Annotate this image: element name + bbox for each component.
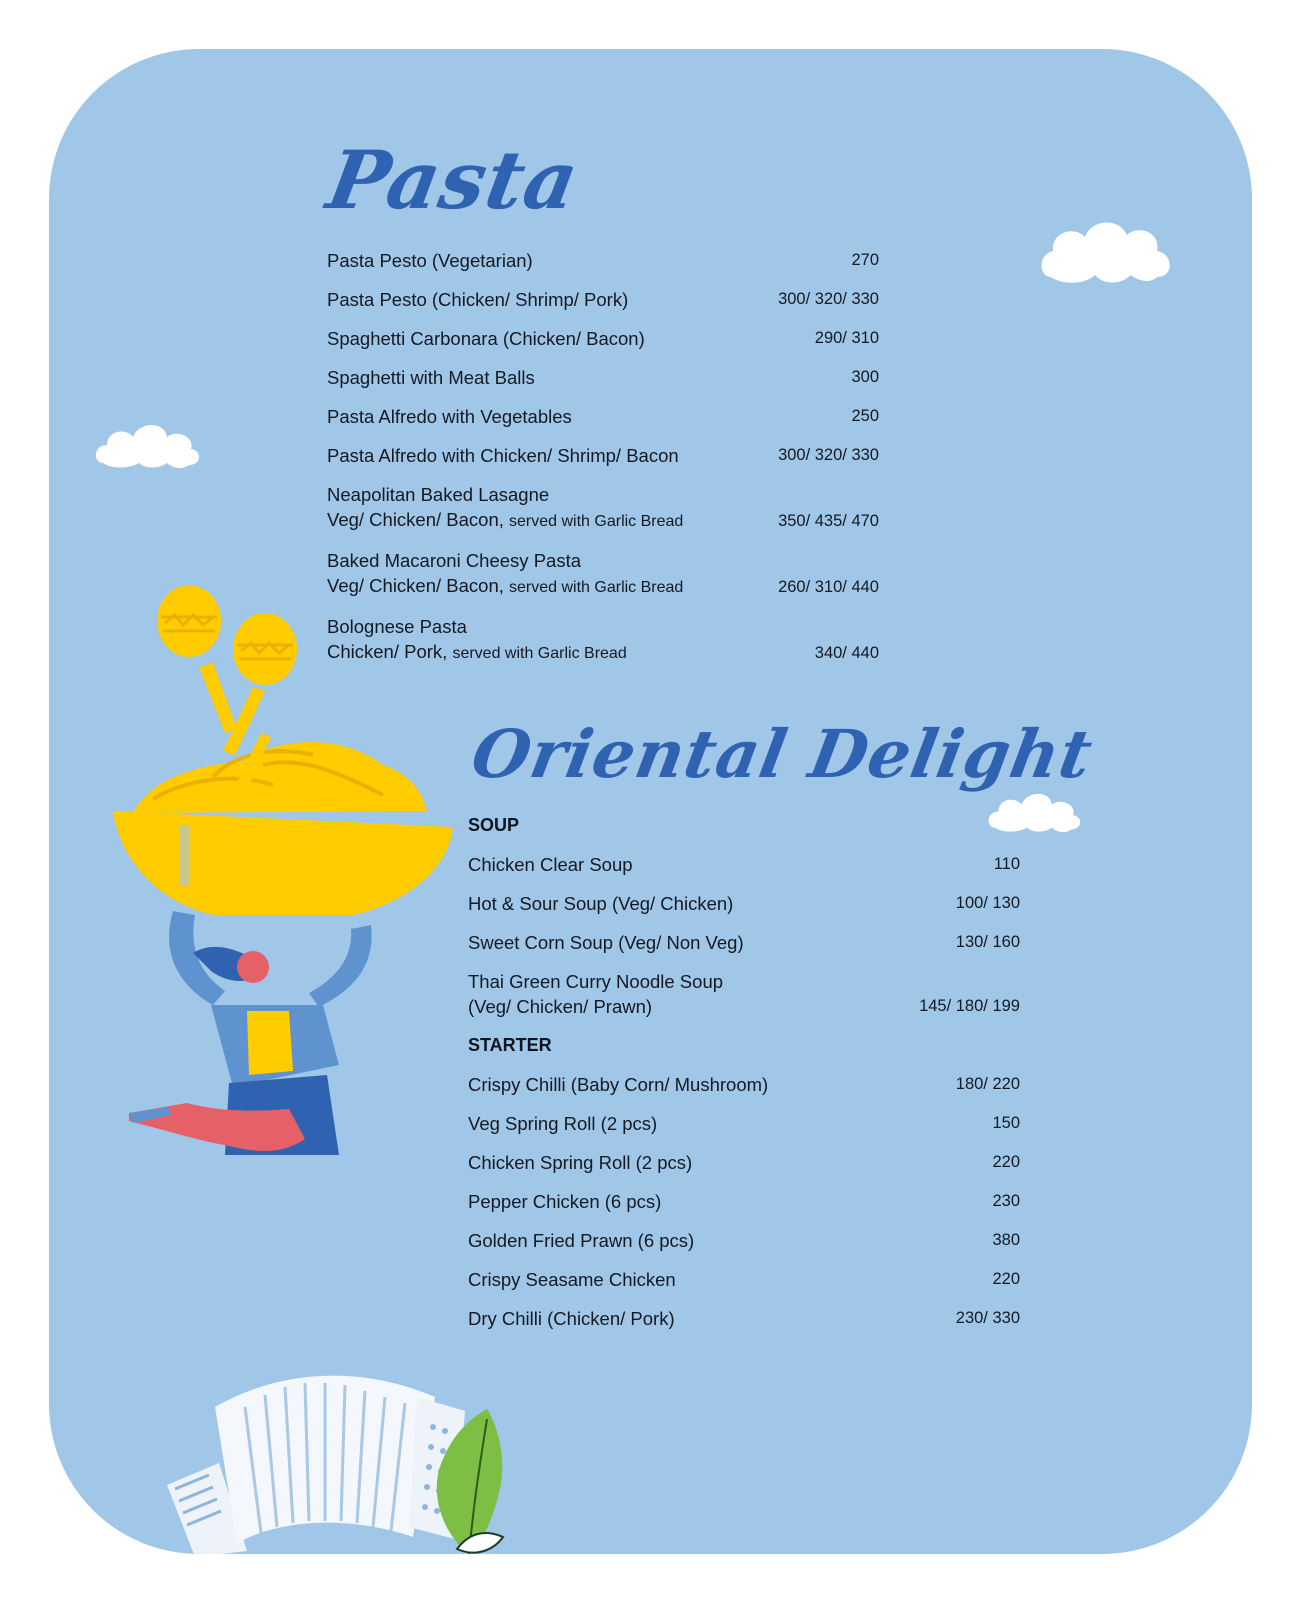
menu-item-name-block: [327, 548, 683, 600]
menu-item-price: 270: [851, 251, 879, 269]
menu-item-name: Crispy Chilli (Baby Corn/ Mushroom): [468, 1074, 769, 1095]
menu-item-name-block: [327, 287, 628, 312]
leaf-icon: [429, 1409, 509, 1554]
oriental-menu-list: [468, 813, 1020, 1345]
menu-item-name: Chicken Spring Roll (2 pcs): [468, 1152, 693, 1173]
menu-item: [327, 287, 879, 312]
menu-item-price: 300/ 320/ 330: [778, 446, 879, 464]
menu-item-note: served with Garlic Bread: [509, 579, 684, 596]
menu-item: [468, 1150, 1020, 1175]
menu-item: [468, 1072, 1020, 1097]
menu-item-name-block: [468, 1228, 694, 1253]
menu-item-options-line: [327, 507, 683, 534]
menu-item-options-line: [327, 639, 627, 666]
menu-item-name: Veg Spring Roll (2 pcs): [468, 1113, 658, 1134]
menu-item-name: Thai Green Curry Noodle Soup: [468, 971, 724, 992]
menu-item: [327, 404, 879, 429]
menu-item-name: Spaghetti Carbonara (Chicken/ Bacon): [327, 328, 645, 349]
menu-item: [327, 548, 879, 600]
menu-item-price: 260/ 310/ 440: [778, 578, 879, 596]
menu-item: [327, 482, 879, 534]
menu-item-name: Pasta Alfredo with Chicken/ Shrimp/ Bacon: [327, 445, 679, 466]
oriental-delight-title: Oriental Delight: [466, 715, 1099, 793]
soup-section-label: SOUP: [468, 815, 520, 835]
menu-item-name-block: [327, 404, 572, 429]
cloud-icon: [93, 415, 201, 469]
menu-item: [327, 443, 879, 468]
menu-item-name: Pasta Pesto (Chicken/ Shrimp/ Pork): [327, 289, 629, 310]
accordion-icon: [165, 1367, 465, 1554]
menu-item: [468, 1111, 1020, 1136]
menu-item: [327, 326, 879, 351]
menu-item: [468, 852, 1020, 877]
menu-item-note: served with Garlic Bread: [452, 645, 627, 662]
menu-item: [468, 1189, 1020, 1214]
menu-item-price: 350/ 435/ 470: [778, 512, 879, 530]
menu-item: [327, 614, 879, 666]
menu-item-name: Sweet Corn Soup (Veg/ Non Veg): [468, 932, 744, 953]
menu-item-name-block: [468, 1306, 675, 1331]
menu-item-price: 230/ 330: [955, 1309, 1020, 1327]
menu-item-name-block: [468, 969, 723, 1019]
menu-item-note: served with Garlic Bread: [509, 513, 684, 530]
menu-item-name: Pasta Alfredo with Vegetables: [327, 406, 572, 427]
menu-item: [468, 891, 1020, 916]
menu-item-price: 220: [992, 1270, 1020, 1288]
legs-illustration: [129, 1069, 349, 1159]
menu-item: [468, 1306, 1020, 1331]
menu-page: [49, 49, 1252, 1554]
menu-item-name-block: [468, 1189, 661, 1214]
menu-item-options-line: [468, 994, 723, 1019]
menu-item-name: Pasta Pesto (Vegetarian): [327, 250, 533, 271]
menu-item-name: Pepper Chicken (6 pcs): [468, 1191, 662, 1212]
menu-item-options: (Veg/ Chicken/ Prawn): [468, 996, 653, 1017]
menu-item-name: Spaghetti with Meat Balls: [327, 367, 535, 388]
menu-item-name: Hot & Sour Soup (Veg/ Chicken): [468, 893, 734, 914]
menu-item-name-block: [468, 891, 733, 916]
starter-section-label: STARTER: [468, 1035, 552, 1055]
menu-item-name-block: [468, 852, 633, 877]
menu-item-name-block: [327, 248, 533, 273]
menu-item-price: 300/ 320/ 330: [778, 290, 879, 308]
menu-item-price: 340/ 440: [814, 644, 879, 662]
menu-item: [468, 930, 1020, 955]
menu-item: [327, 248, 879, 273]
menu-item-name-block: [327, 443, 679, 468]
menu-item-name: Bolognese Pasta: [327, 616, 467, 637]
menu-item-name: Dry Chilli (Chicken/ Pork): [468, 1308, 675, 1329]
menu-item-name: Neapolitan Baked Lasagne: [327, 484, 550, 505]
cloud-icon: [1039, 211, 1175, 283]
menu-item-name-block: [468, 1267, 676, 1292]
menu-item-price: 150: [992, 1114, 1020, 1132]
menu-item-price: 250: [851, 407, 879, 425]
menu-item-price: 300: [851, 368, 879, 386]
pasta-title: Pasta: [320, 133, 586, 227]
menu-item: [468, 1267, 1020, 1292]
starter-items: [468, 1072, 1020, 1331]
menu-item-options: Veg/ Chicken/ Bacon,: [327, 509, 504, 530]
menu-item-options-line: [327, 573, 683, 600]
menu-item-name-block: [327, 365, 535, 390]
menu-item-price: 230: [992, 1192, 1020, 1210]
menu-item: [468, 1228, 1020, 1253]
soup-items: [468, 852, 1020, 1019]
menu-item-name-block: [327, 614, 627, 666]
menu-item-name: Crispy Seasame Chicken: [468, 1269, 676, 1290]
menu-item-name-block: [468, 930, 744, 955]
menu-item-name-block: [468, 1111, 657, 1136]
menu-item-name: Golden Fried Prawn (6 pcs): [468, 1230, 695, 1251]
menu-item: [327, 365, 879, 390]
menu-item-name: Baked Macaroni Cheesy Pasta: [327, 550, 581, 571]
menu-item-options: Chicken/ Pork,: [327, 641, 448, 662]
menu-item-options: Veg/ Chicken/ Bacon,: [327, 575, 504, 596]
menu-item-price: 220: [992, 1153, 1020, 1171]
menu-item-name-block: [327, 326, 645, 351]
menu-item-name-block: [468, 1072, 768, 1097]
menu-item-price: 145/ 180/ 199: [919, 997, 1020, 1015]
menu-item-price: 380: [992, 1231, 1020, 1249]
menu-item-name-block: [327, 482, 683, 534]
menu-item-name-block: [468, 1150, 692, 1175]
pasta-menu-list: [327, 248, 879, 680]
menu-item-price: 290/ 310: [814, 329, 879, 347]
menu-item-price: 130/ 160: [955, 933, 1020, 951]
menu-item-price: 110: [993, 855, 1020, 873]
menu-item-price: 100/ 130: [955, 894, 1020, 912]
menu-item: [468, 969, 1020, 1019]
menu-item-name: Chicken Clear Soup: [468, 854, 633, 875]
menu-item-price: 180/ 220: [955, 1075, 1020, 1093]
